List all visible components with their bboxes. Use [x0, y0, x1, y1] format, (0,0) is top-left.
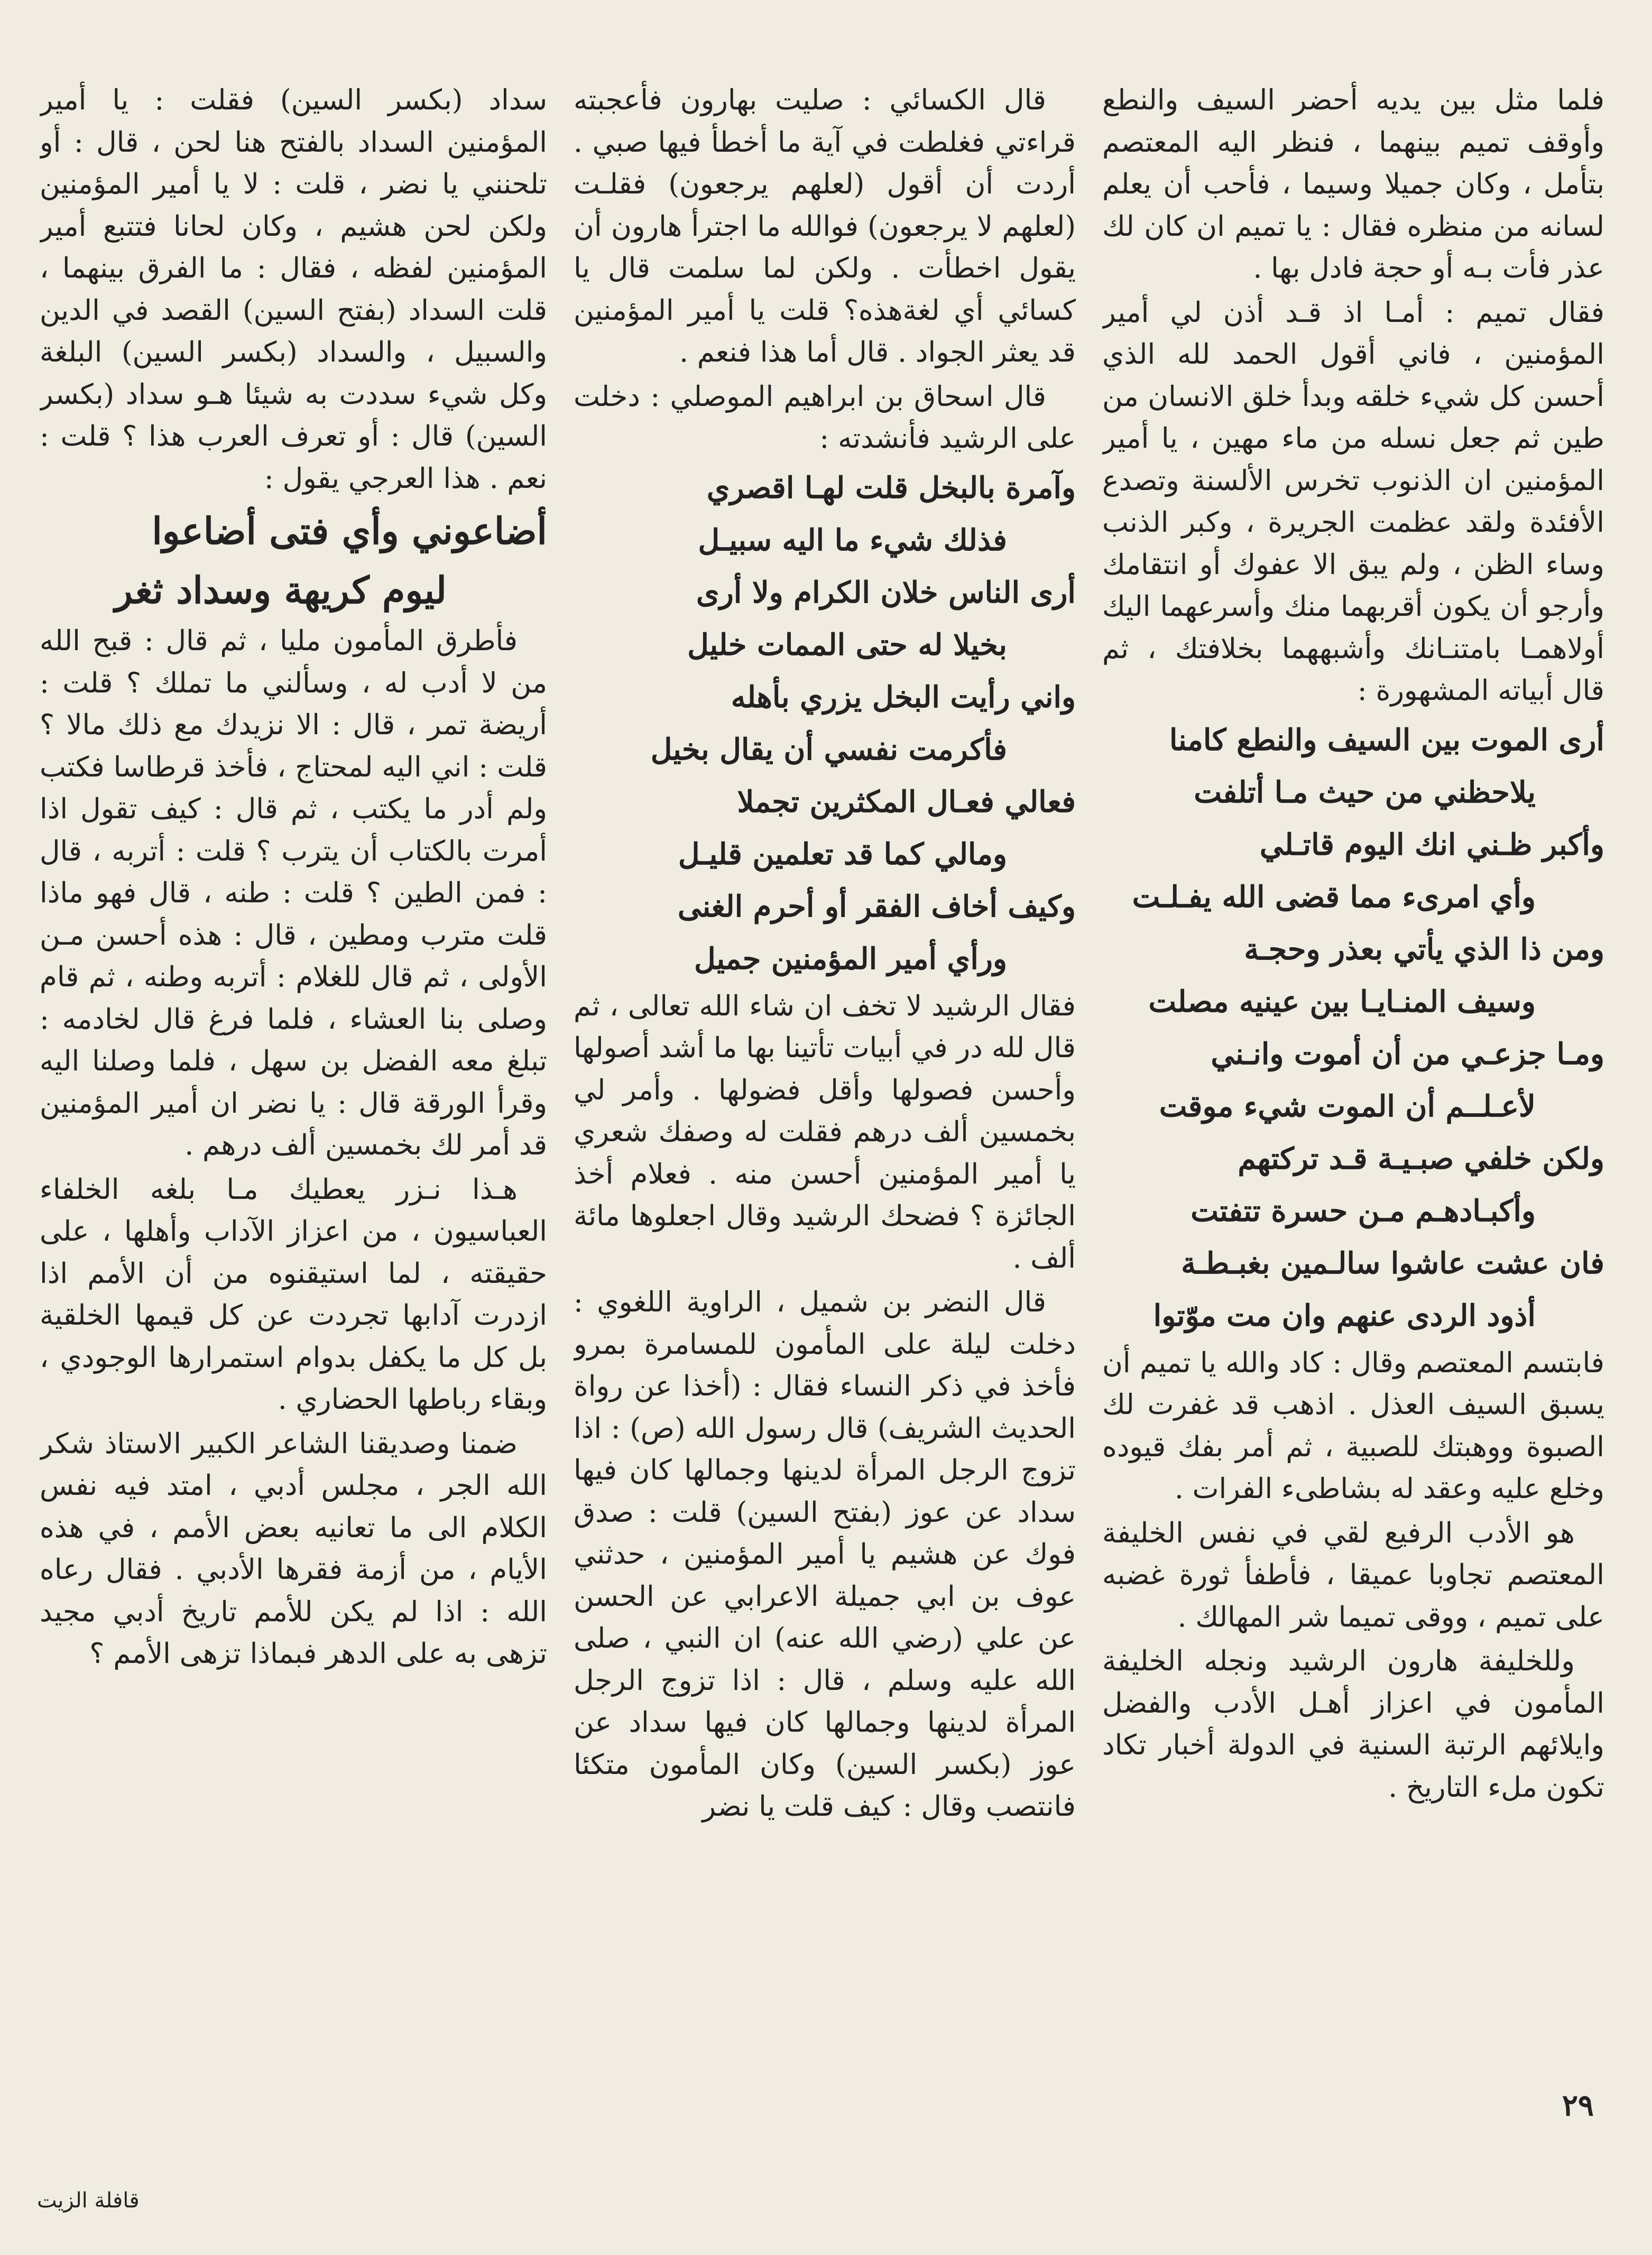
verse-line: أرى الموت بين السيف والنطع كامنا	[1169, 722, 1604, 757]
paragraph: هـذا نـزر يعطيك مـا بلغه الخلفاء العباسيون ، من اعزاز الآداب وأهلها ، على حقيقته ، لما استيقنوه من أن الأمم اذا ازدرت آدابها تجردت عن كل قيمها الخلقية بل كل ما يكفل بدوام استمرارها الوجودي ، وبقاء رباطها الحضاري .	[40, 1173, 547, 1416]
verse-line: وسيف المنـايـا بين عينيه مصلت	[1148, 984, 1536, 1019]
paragraph: قال الكسائي : صليت بهارون فأعجبته قراءتي فغلطت في آية ما أخطأ فيها صبي . أردت أن أقول (لعلهم يرجعون) فقلـت (لعلهم لا يرجعون) فوالله ما اجترأ هارون أن يقول اخطأت . ولكن لما سلمت قال يا كسائي أي لغةهذه؟ قلت يا أمير المؤمنين قد يعثر الجواد . قال أما هذا فنعم .	[574, 84, 1076, 368]
verse-line: وكيف أخاف الفقر أو أحرم الغنى	[677, 889, 1076, 924]
paragraph: هو الأدب الرفيع لقي في نفس الخليفة المعتصم تجاوبا عميقا ، فأطفأ ثورة غضبه على تميم ، ووقى تميما شر المهالك .	[1102, 1517, 1604, 1633]
verse-line: ورأي أمير المؤمنين جميل	[694, 941, 1007, 976]
verse-line: أضاعوني وأي فتى أضاعوا	[152, 509, 547, 553]
verse-line: وأي امرىء مما قضى الله يفـلـت	[1132, 879, 1536, 914]
paragraph: قال اسحاق بن ابراهيم الموصلي : دخلت على الرشيد فأنشدته :	[574, 380, 1076, 455]
verse-line: واني رأيت البخل يزري بأهله	[731, 679, 1076, 715]
paragraph: فلما مثل بين يديه أحضر السيف والنطع وأوقف تميم بينهما ، فنظر اليه المعتصم بتأمل ، وكان جميلا وسيما ، فأحب أن يعلم لسانه من منظره فقال : يا تميم ان كان لك عذر فأت بـه أو حجة فادل بها .	[1102, 84, 1604, 284]
paragraph: وللخليفة هارون الرشيد ونجله الخليفة المأمون في اعزاز أهـل الأدب والفضل وايلائهم الرتبة السنية في الدولة أخبار تكاد تكون ملء التاريخ .	[1102, 1645, 1604, 1804]
paragraph: فقال الرشيد لا تخف ان شاء الله تعالى ، ثم قال لله در في أبيات تأتينا بها ما أشد أصولها وأحسن فصولها وأقل فضولها . وأمر لي بخمسين ألف درهم فقلت له وصفك شعري يا أمير المؤمنين أحسن منه . فعلام أخذ الجائزة ؟ فضحك الرشيد وقال اجعلوها مائة ألف .	[574, 990, 1076, 1274]
verse-line: ومالي كما قد تعلمين قليـل	[678, 836, 1007, 872]
paragraph: فقال تميم : أمـا اذ قـد أذن لي أمير المؤمنين ، فاني أقول الحمد لله الذي أحسن كل شيء خلقه وبدأ خلق الانسان من طين ثم جعل نسله من ماء مهين ، يا أمير المؤمنين ان الذنوب تخرس الألسنة وتصدع الأفئدة ولقد عظمت الجريرة ، وكبر الذنب وساء الظن ، ولم يبق الا عفوك أو انتقامك وأرجو أن يكون أقربهما منك وأسرعهما اليك أولاهمـا بامتنـانك وأشبههما بخلافتك ، ثم قال أبياته المشهورة :	[1102, 296, 1604, 707]
verse-line: ليوم كريهة وسداد ثغر	[115, 568, 447, 612]
page-number: ٢٩	[1562, 2088, 1594, 2123]
text-column-right	[1102, 79, 1604, 2099]
verse-line: فأكرمت نفسي أن يقال بخيل	[650, 732, 1007, 767]
paragraph: فابتسم المعتصم وقال : كاد والله يا تميم أن يسبق السيف العذل . اذهب قد غفرت لك الصبوة ووهبتك للصبية ، ثم أمر بفك قيوده وخلع عليه وعقد له بشاطىء الفرات .	[1102, 1346, 1604, 1505]
text-column-left	[40, 79, 547, 2099]
verse-line: فان عشت عاشوا سالـمين بغبـطـة	[1181, 1245, 1604, 1281]
paragraph: فأطرق المأمون مليا ، ثم قال : قبح الله من لا أدب له ، وسألني ما تملك ؟ قلت : أريضة تمر ، قال : الا نزيدك مع ذلك مالا ؟ قلت : اني اليه لمحتاج ، فأخذ قرطاسا فكتب ولم أدر ما يكتب ، ثم قال : كيف تقول اذا أمرت بالكتاب أن يترب ؟ قلت : أتربه ، قال : فمن الطين ؟ قلت : طنه ، قال فهو ماذا قلت مترب ومطين ، قال : هذه أحسن مـن الأولى ، ثم قال للغلام : أتربه وطنه ، ثم قام وصلى بنا العشاء ، فلما فرغ قال لخادمه : تبلغ معه الفضل بن سهل ، فلما وصلنا اليه وقرأ الورقة قال : يا نضر ان أمير المؤمنين قد أمر لك بخمسين ألف درهم .	[40, 625, 547, 1161]
text-column-middle	[574, 79, 1076, 2099]
verse-line: ومن ذا الذي يأتي بعذر وحجـة	[1244, 931, 1604, 967]
magazine-name: قافلة الزيت	[37, 2188, 140, 2213]
paragraph: قال النضر بن شميل ، الراوية اللغوي : دخلت ليلة على المأمون للمسامرة بمرو فأخذ في ذكر النساء فقال : (أخذا عن رواة الحديث الشريف) قال رسول الله (ص) : اذا تزوج الرجل المرأة لدينها وجمالها كان فيها سداد عن عوز (بفتح السين) قلت : صدق فوك عن هشيم يا أمير المؤمنين ، حدثني عوف بن ابي جميلة الاعرابي عن الحسن عن علي (رضي الله عنه) ان النبي ، صلى الله عليه وسلم ، قال : اذا تزوج الرجل المرأة لدينها وجمالها كان فيها سداد عن عوز (بكسر السين) وكان المأمون متكئا فانتصب وقال : كيف قلت يا نضر	[574, 1286, 1076, 1823]
verse-line: ولكن خلفي صبـيـة قـد تركتهم	[1238, 1141, 1604, 1176]
verse-line: يلاحظني من حيث مـا أتلفت	[1194, 774, 1536, 810]
verse-line: ومـا جزعـي من أن أموت وانـني	[1211, 1036, 1604, 1071]
paragraph: سداد (بكسر السين) فقلت : يا أمير المؤمنين السداد بالفتح هنا لحن ، قال : أو تلحنني يا نضر ، قلت : لا يا أمير المؤمنين ولكن لحن هشيم ، وكان لحانا فتتبع أمير المؤمنين لفظه ، فقال : ما الفرق بينهما ، قلت السداد (بفتح السين) القصد في الدين والسبيل ، والسداد (بكسر السين) البلغة وكل شيء سددت به شيئا هـو سداد (بكسر السين) قال : أو تعرف العرب هذا ؟ قلت : نعم . هذا العرجي يقول :	[40, 84, 547, 495]
verse-line: وأكبـادهـم مـن حسرة تتفتت	[1190, 1193, 1536, 1228]
verse-line: وأكبر ظـني انك اليوم قاتـلي	[1259, 827, 1604, 862]
verse-line: أذود الردى عنهم وان مت موّتوا	[1153, 1298, 1536, 1333]
verse-line: أرى الناس خلان الكرام ولا أرى	[696, 575, 1076, 610]
verse-line: فذلك شيء ما اليه سبيـل	[698, 522, 1007, 558]
verse-line: وآمرة بالبخل قلت لهـا اقصري	[706, 470, 1076, 505]
verse-line: بخيلا له حتى الممات خليل	[687, 627, 1007, 662]
paragraph: ضمنا وصديقنا الشاعر الكبير الاستاذ شكر الله الجر ، مجلس أدبي ، امتد فيه نفس الكلام الى ما تعانيه بعض الأمم ، في هذه الأيام ، من أزمة فقرها الأدبي . فقال رعاه الله : اذا لم يكن للأمم تاريخ أدبي مجيد تزهى به على الدهر فبماذا تزهى الأمم ؟	[40, 1427, 547, 1670]
verse-line: فعالي فعـال المكثرين تجملا	[737, 784, 1076, 819]
verse-line: لأعـلــم أن الموت شيء موقت	[1159, 1088, 1536, 1124]
